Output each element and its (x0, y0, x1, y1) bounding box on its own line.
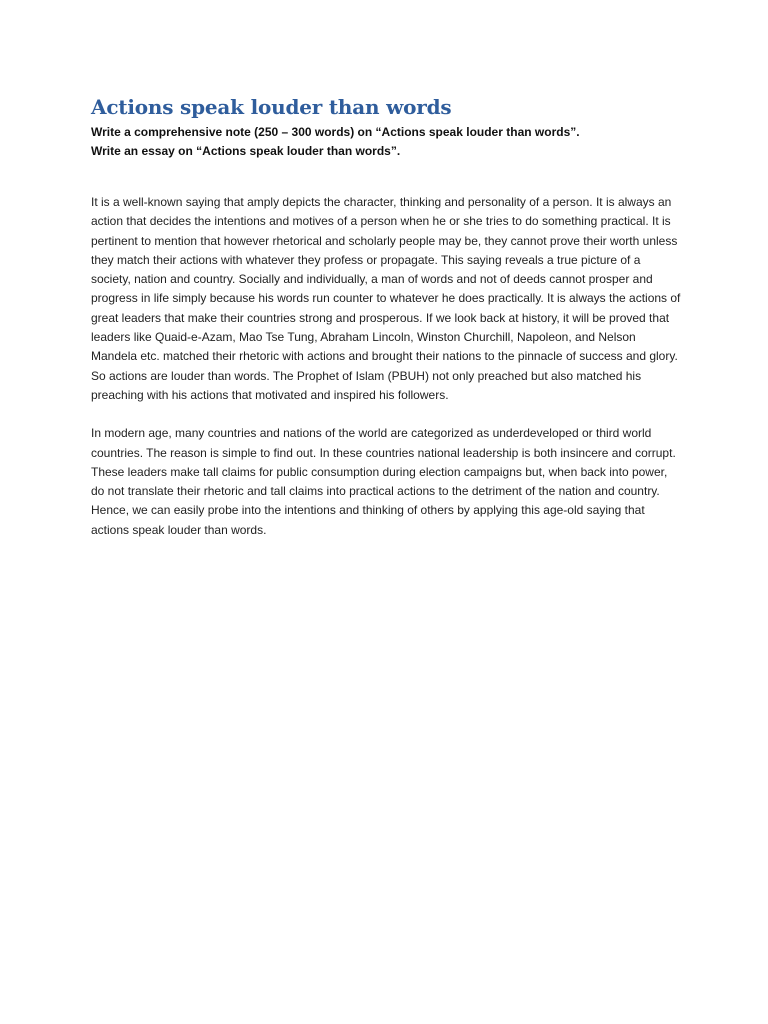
subhead-note-prompt: Write a comprehensive note (250 – 300 words) on “Actions speak louder than words”. (91, 125, 580, 139)
paragraph-2: In modern age, many countries and nations of the world are categorized as underdeveloped or third world countries. The reason is simple to find out. In these countries national leadership is both insincere and corrupt. These leaders make tall claims for public consumption during election campaigns but, when back into power, do not translate their rhetoric and tall claims into practical actions to the detriment of the nation and country. Hence, we can easily probe into the intentions and thinking of others by applying this age-old saying that actions speak louder than words. (91, 426, 676, 537)
document-body (91, 95, 691, 540)
subhead-essay-prompt: Write an essay on “Actions speak louder than words”. (91, 144, 401, 158)
paragraph-1: It is a well-known saying that amply depicts the character, thinking and personality of a person. It is always an action that decides the intentions and motives of a person when he or she tries to do something practical. It is pertinent to mention that however rhetorical and scholarly people may be, they cannot prove their worth unless they match their actions with whatever they profess or propagate. This saying reveals a true picture of a society, nation and country. Socially and individually, a man of words and not of deeds cannot prosper and progress in life simply because his words run counter to whatever he does practically. It is always the actions of great leaders that make their countries strong and prosperous. If we look back at history, it will be proved that leaders like Quaid-e-Azam, Mao Tse Tung, Abraham Lincoln, Winston Churchill, Napoleon, and Nelson Mandela etc. matched their rhetoric with actions and brought their nations to the pinnacle of success and glory. So actions are louder than words. The Prophet of Islam (PBUH) not only preached but also matched his preaching with his actions that motivated and inspired his followers. (91, 195, 681, 402)
document-title: Actions speak louder than words (91, 95, 452, 119)
